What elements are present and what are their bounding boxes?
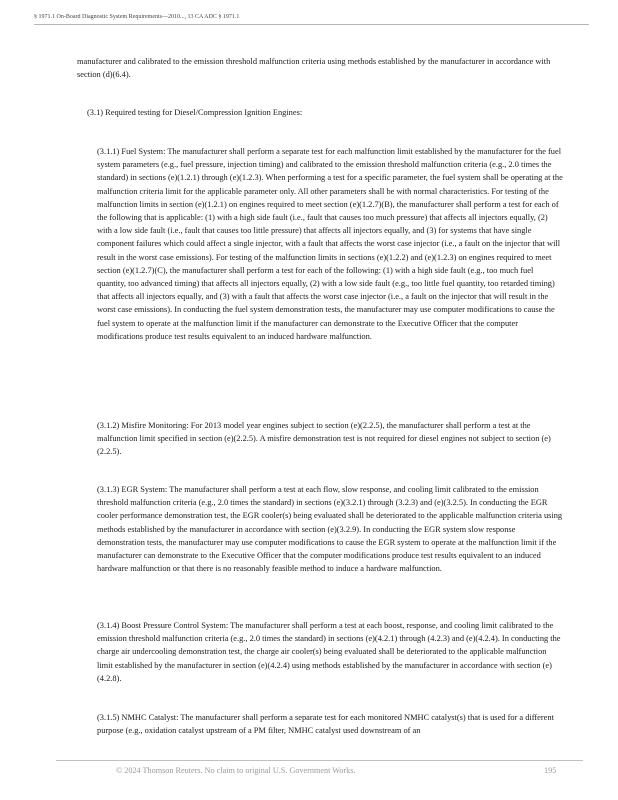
- subsection-misfire-monitoring: (3.1.2) Misfire Monitoring: For 2013 model year engines subject to section (e)(2.2.5), the manufacturer shall perform a test at the malfunction limit specified in section (e)(2.2.5). A misfire demonstration test is not required for diesel engines not subject to section (e)(2.2.5).: [97, 421, 551, 457]
- intro-paragraph: manufacturer and calibrated to the emission threshold malfunction criteria using methods established by the manufacturer in accordance with section (d)(6.4).: [77, 57, 551, 80]
- running-header: § 1971.1 On-Board Diagnostic System Requirements—2010..., 13 CA ADC § 1971.1: [34, 14, 589, 25]
- subsection-fuel-system: (3.1.1) Fuel System: The manufacturer shall perform a separate test for each malfunction limit established by the manufacturer for the fuel system parameters (e.g., fuel pressure, injection timing) and calibrated to the emission threshold malfunction criteria (e.g., 2.0 times the standard) in sections (e)(1.2.1) through (e)(1.2.3). When performing a test for a specific parameter, the fuel system shall be operating at the malfunction criteria limit for the applicable parameter only. All other parameters shall be with normal characteristics. For testing of the malfunction limits in section (e)(1.2.1) on engines required to meet section (e)(1.2.7)(B), the manufacturer shall perform a test for each of the following that is applicable: (1) with a high side fault (i.e., fault that causes too much pressure) that affects all injectors equally, (2) with a low side fault (i.e., fault that causes too little pressure) that affects all injectors equally, and (3) for systems that have single component failures which could affect a single injector, with a fault that affects the worst case injector (i.e., a fault on the injector that will result in the worst case emissions). For testing of the malfunction limits in sections (e)(1.2.2) and (e)(1.2.3) on engines required to meet section (e)(1.2.7)(C), the manufacturer shall perform a test for each of the following: (1) with a high side fault (e.g., too much fuel quantity, too advanced timing) that affects all injectors equally, (2) with a low side fault (e.g., too little fuel quantity, too retarded timing) that affects all injectors equally, and (3) with a fault that affects the worst case injector (i.e., a fault on the injector that will result in the worst case emissions). In conducting the fuel system demonstration tests, the manufacturer may use computer modifications to cause the fuel system to operate at the malfunction limit if the manufacturer can demonstrate to the Executive Officer that the computer modifications produce test results equivalent to an induced hardware malfunction.: [97, 147, 563, 341]
- page-number: 195: [544, 766, 557, 775]
- footer-divider: [56, 760, 583, 761]
- footer-copyright: © 2024 Thomson Reuters. No claim to original U.S. Government Works.: [116, 766, 356, 775]
- subsection-nmhc-catalyst: (3.1.5) NMHC Catalyst: The manufacturer shall perform a separate test for each monitored NMHC catalyst(s) that is used for a different purpose (e.g., oxidation catalyst upstream of a PM filter, NMHC catalyst used downstream of an: [97, 713, 554, 736]
- subsection-egr-system: (3.1.3) EGR System: The manufacturer shall perform a test at each flow, slow response, and cooling limit calibrated to the emission threshold malfunction criteria (e.g., 2.0 times the standard) in sections (e)(3.2.1) through (3.2.3) and (e)(3.2.5). In conducting the EGR cooler performance demonstration test, the EGR cooler(s) being evaluated shall be deteriorated to the applicable malfunction criteria using methods established by the manufacturer in accordance with section (e)(3.2.9). In conducting the EGR system slow response demonstration tests, the manufacturer may use computer modifications to cause the EGR system to operate at the malfunction limit if the manufacturer can demonstrate to the Executive Officer that the computer modifications produce test results equivalent to an induced hardware malfunction or that there is no reasonably feasible method to induce a hardware malfunction.: [97, 485, 563, 574]
- section-heading: (3.1) Required testing for Diesel/Compression Ignition Engines:: [87, 108, 303, 117]
- subsection-boost-pressure: (3.1.4) Boost Pressure Control System: The manufacturer shall perform a test at each boost, response, and cooling limit calibrated to the emission threshold malfunction criteria (e.g., 2.0 times the standard) in sections (e)(4.2.1) through (4.2.3) and (e)(4.2.4). In conducting the charge air undercooling demonstration test, the charge air cooler(s) being evaluated shall be deteriorated to the applicable malfunction limit established by the manufacturer in section (e)(4.2.4) using methods established by the manufacturer in accordance with section (e)(4.2.8).: [97, 621, 561, 683]
